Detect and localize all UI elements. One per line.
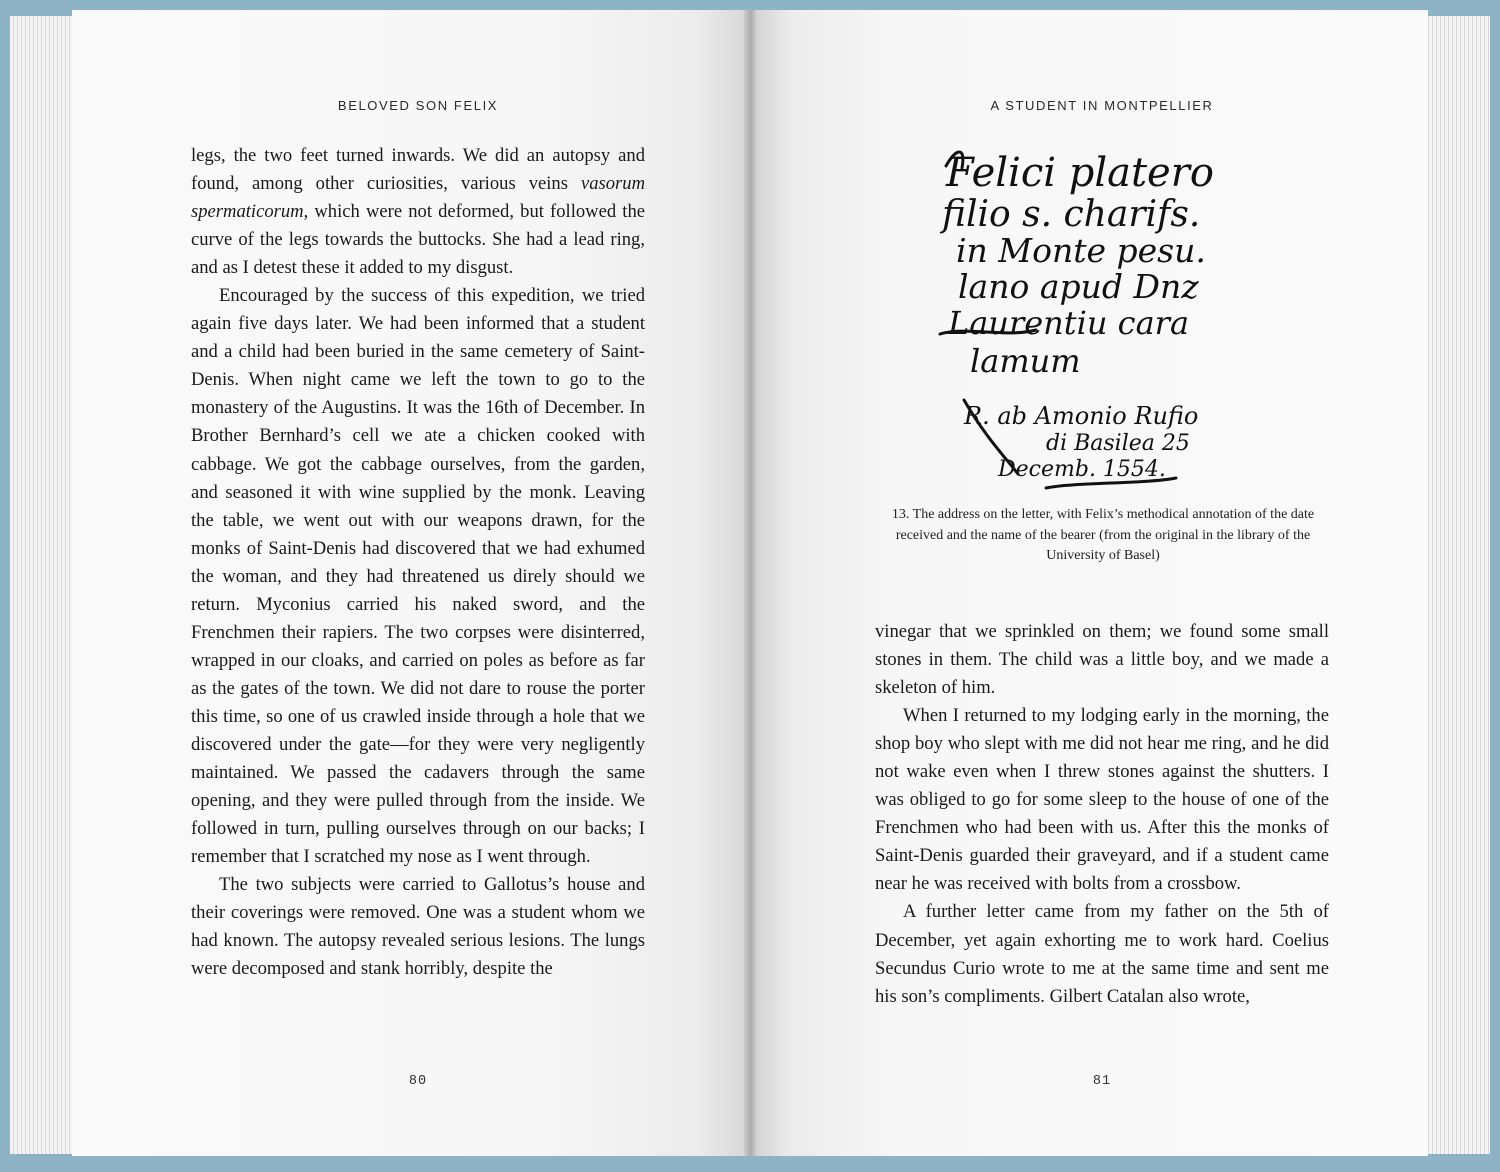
hw-line-3: in Monte pesu.	[956, 231, 1206, 270]
figure-caption: 13. The address on the letter, with Felix’s methodical annotation of the date received and the name of the bearer (from the original in the library of the University of Basel)	[891, 507, 1315, 564]
right-running-head: A STUDENT IN MONTPELLIER	[990, 98, 1214, 113]
hw-line-2: filio s. charifs.	[942, 194, 1201, 235]
right-page-text	[875, 618, 1329, 1011]
left-page-edges	[10, 16, 80, 1154]
left-paragraph-2: Encouraged by the success of this expedition, we tried again five days later. We had been informed that a student and a child had been buried in the same cemetery of Saint-Denis. When night came we left the town to go to the monastery of the Augustins. It was the 16th of December. In Brother Bernhard’s cell we ate a chicken cooked with cabbage. We got the cabbage ourselves, from the garden, and seasoned it with wine supplied by the monk. Leaving the table, we went out with our weapons drawn, for the monks of Saint-Denis had discovered that we had exhumed the woman, and they had threatened us direly should we return. Myconius carried his naked sword, and the Frenchmen their rapiers. The two corpses were disinterred, wrapped in our cloaks, and carried on poles as before as far as the gates of the town. We did not dare to rouse the porter this time, so one of us crawled inside through a hole that we discovered under the gate—for they were very negligently maintained. We passed the cadavers through the same opening, and they were pulled through from the inside. We followed in turn, pulling ourselves through on our backs; I remember that I scratched my nose as I went through.	[191, 285, 645, 868]
left-paragraph-1-end: , which were not deformed, but followed the curve of the legs towards the buttocks. She had a lead ring, and as I detest these it added to my disgust.	[191, 201, 645, 279]
right-paragraph-1: vinegar that we sprinkled on them; we found some small stones in them. The child was a little boy, and we made a skeleton of him.	[875, 621, 1329, 699]
right-page-edges	[1428, 16, 1490, 1154]
hw-line-8: di Basilea 25	[1046, 431, 1190, 456]
hw-line-6: lamum	[970, 342, 1081, 380]
handwritten-address-figure	[926, 138, 1266, 498]
left-running-head: BELOVED SON FELIX	[337, 98, 499, 113]
right-page	[750, 10, 1428, 1156]
left-page	[72, 10, 750, 1156]
left-page-text	[191, 142, 645, 983]
open-book	[6, 6, 1494, 1156]
left-paragraph-1	[191, 142, 645, 282]
hw-line-5: Laurentiu cara	[948, 304, 1190, 342]
hw-line-7: R. ab Amonio Rufio	[964, 402, 1199, 430]
left-paragraph-3: The two subjects were carried to Gallotus’s house and their coverings were removed. One was a student whom we had known. The autopsy revealed serious lesions. The lungs were decomposed and stank horribly, despite the	[191, 874, 645, 980]
hw-line-9: Decemb. 1554.	[998, 457, 1166, 482]
left-paragraph-1-start: legs, the two feet turned inwards. We did an autopsy and found, among other curiosities, various veins	[191, 145, 645, 195]
right-page-number: 81	[1092, 1074, 1112, 1089]
hw-line-1: Felici platero	[946, 150, 1214, 196]
right-paragraph-3: A further letter came from my father on the 5th of December, yet again exhorting me to work hard. Coelius Secundus Curio wrote to me at the same time and sent me his son’s compliments. Gilbert Catalan also wrote,	[875, 901, 1329, 1007]
latin-term: vasorum spermaticorum	[191, 173, 645, 223]
left-page-number: 80	[408, 1074, 428, 1089]
hw-line-4: lano apud Dnz	[958, 267, 1199, 306]
book-gutter	[744, 10, 756, 1156]
handwritten-address-image	[926, 138, 1266, 498]
right-paragraph-2: When I returned to my lodging early in the morning, the shop boy who slept with me did not hear me ring, and he did not wake even when I threw stones against the shutters. I was obliged to go for some sleep to the house of one of the Frenchmen who had been with us. After this the monks of Saint-Denis guarded their graveyard, and if a student came near he was received with bolts from a crossbow.	[875, 705, 1329, 895]
